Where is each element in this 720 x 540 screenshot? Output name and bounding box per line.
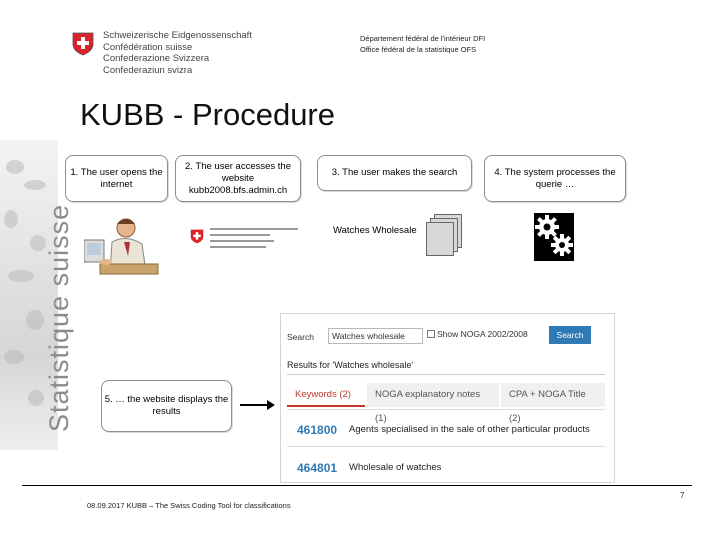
department-label <box>360 33 485 55</box>
search-input[interactable]: Watches wholesale <box>328 328 423 344</box>
result-code[interactable]: 464801 <box>297 461 338 475</box>
divider <box>287 409 605 410</box>
arrow <box>240 404 268 406</box>
result-code[interactable]: 461800 <box>297 423 338 437</box>
confederation-name <box>103 30 252 76</box>
footer-divider <box>22 485 692 486</box>
results-heading: Results for 'Watches wholesale' <box>287 360 414 370</box>
noga-checkbox-label: Show NOGA 2002/2008 <box>437 329 528 339</box>
step-5-box: 5. … the website displays the results <box>101 380 232 432</box>
noga-checkbox[interactable] <box>427 330 435 338</box>
footer-text: 08.09.2017 KUBB – The Swiss Coding Tool for classifications <box>87 501 291 510</box>
step-2-box: 2. The user accesses the website kubb2008.bfs.admin.ch <box>175 155 301 202</box>
department-line: Office fédéral de la statistique OFS <box>360 45 477 54</box>
tab-cpa-noga[interactable]: CPA + NOGA Title (2) <box>501 383 605 407</box>
tab-noga-notes[interactable]: NOGA explanatory notes (1) <box>367 383 499 407</box>
gears-icon <box>534 213 574 261</box>
result-description: Agents specialised in the sale of other particular products <box>349 424 590 435</box>
divider <box>287 374 605 375</box>
tab-keywords[interactable]: Keywords (2) <box>287 383 365 407</box>
search-label: Search <box>287 332 314 342</box>
page-title: KUBB - Procedure <box>80 97 335 132</box>
side-text: Statistique suisse <box>44 203 74 432</box>
step-3-box: 3. The user makes the search <box>317 155 472 191</box>
swiss-crest-icon <box>190 229 204 244</box>
result-description: Wholesale of watches <box>349 462 442 473</box>
arrow-head <box>267 400 275 410</box>
search-term-label: Watches Wholesale <box>333 225 417 236</box>
confed-line: Confédération suisse <box>103 41 193 53</box>
department-line: Département fédéral de l'intérieur DFI <box>360 34 486 43</box>
documents-icon <box>424 214 464 258</box>
confed-line: Confederazione Svizzera <box>103 53 210 64</box>
page-number: 7 <box>680 491 685 500</box>
search-button[interactable]: Search <box>549 326 591 344</box>
website-logo-text <box>210 228 300 252</box>
results-screenshot <box>280 313 615 483</box>
step-1-box: 1. The user opens the internet <box>65 155 168 202</box>
confed-line: Confederaziun svizra <box>103 64 193 76</box>
user-at-computer-illustration <box>84 212 160 278</box>
swiss-crest-icon <box>72 32 94 56</box>
confed-line: Schweizerische Eidgenossenschaft <box>103 30 252 41</box>
divider <box>287 446 605 447</box>
step-4-box: 4. The system processes the querie … <box>484 155 626 202</box>
